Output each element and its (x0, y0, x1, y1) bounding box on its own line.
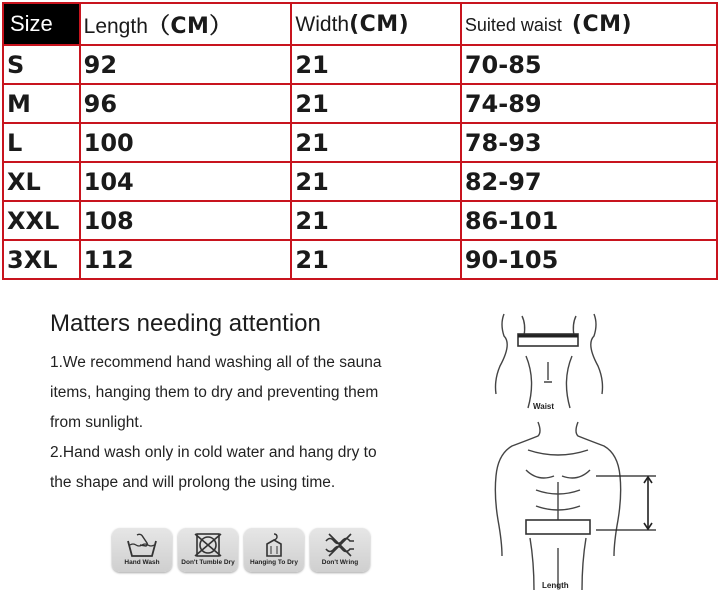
notes-line: the shape and will prolong the using time. (50, 474, 336, 491)
cell-length: 100 (80, 123, 292, 162)
header-length-unit: （CM） (147, 13, 232, 39)
header-width-label: Width (295, 12, 350, 36)
hand-wash-icon (125, 532, 159, 558)
length-label: Length (542, 581, 569, 590)
table-row (3, 45, 717, 84)
cell-waist: 90-105 (461, 240, 717, 279)
cell-length: 112 (80, 240, 292, 279)
header-length-label: Length (83, 14, 148, 38)
cell-waist: 82-97 (461, 162, 717, 201)
cell-width: 21 (291, 45, 460, 84)
waistband (526, 520, 590, 534)
cell-waist: 86-101 (461, 201, 717, 240)
cell-size: S (3, 45, 80, 84)
cell-size: 3XL (3, 240, 80, 279)
table-row (3, 84, 717, 123)
care-label: Don't Wring (321, 559, 359, 566)
notes-title: Matters needing attention (50, 310, 321, 337)
table-row (3, 240, 717, 279)
length-measure-figure (480, 420, 680, 592)
header-width-unit: (CM) (349, 11, 410, 37)
notes-line: 1.We recommend hand washing all of the sauna (50, 354, 382, 371)
cell-waist: 70-85 (461, 45, 717, 84)
cell-size: XL (3, 162, 80, 201)
no-wring-icon (323, 532, 357, 558)
cell-waist: 78-93 (461, 123, 717, 162)
header-waist (461, 3, 717, 45)
cell-waist: 74-89 (461, 84, 717, 123)
care-label: Don't Tumble Dry (181, 559, 235, 566)
care-badge-hand-wash (112, 528, 172, 572)
cell-width: 21 (291, 84, 460, 123)
size-chart-table (2, 2, 718, 280)
header-waist-unit: (CM) (571, 11, 633, 37)
cell-length: 104 (80, 162, 292, 201)
waist-label: Waist (533, 402, 555, 411)
care-icons-row (112, 528, 370, 572)
header-length (80, 3, 292, 45)
hang-dry-icon (257, 532, 291, 558)
table-row (3, 201, 717, 240)
care-badge-no-wring (310, 528, 370, 572)
cell-size: M (3, 84, 80, 123)
cell-size: XXL (3, 201, 80, 240)
torso-outline (496, 314, 603, 408)
cell-length: 108 (80, 201, 292, 240)
cell-size: L (3, 123, 80, 162)
notes-line: from sunlight. (50, 414, 144, 431)
cell-width: 21 (291, 201, 460, 240)
cell-width: 21 (291, 240, 460, 279)
care-label: Hanging To Dry (250, 559, 298, 566)
care-badge-no-tumble-dry (178, 528, 238, 572)
body-outline (495, 422, 620, 590)
notes-line: items, hanging them to dry and preventing them (50, 384, 379, 401)
cell-length: 96 (80, 84, 292, 123)
cell-length: 92 (80, 45, 292, 84)
notes-line: 2.Hand wash only in cold water and hang dry to (50, 444, 377, 461)
no-tumble-dry-icon (191, 532, 225, 558)
care-label: Hand Wash (124, 559, 160, 566)
table-header-row (3, 3, 717, 45)
header-waist-label: Suited waist (464, 14, 562, 35)
header-width (291, 3, 460, 45)
table-row (3, 162, 717, 201)
header-size: Size (3, 3, 80, 45)
table-row (3, 123, 717, 162)
cell-width: 21 (291, 123, 460, 162)
care-badge-hang-dry (244, 528, 304, 572)
care-notes (50, 310, 430, 498)
waist-measure-figure (486, 312, 616, 414)
cell-width: 21 (291, 162, 460, 201)
